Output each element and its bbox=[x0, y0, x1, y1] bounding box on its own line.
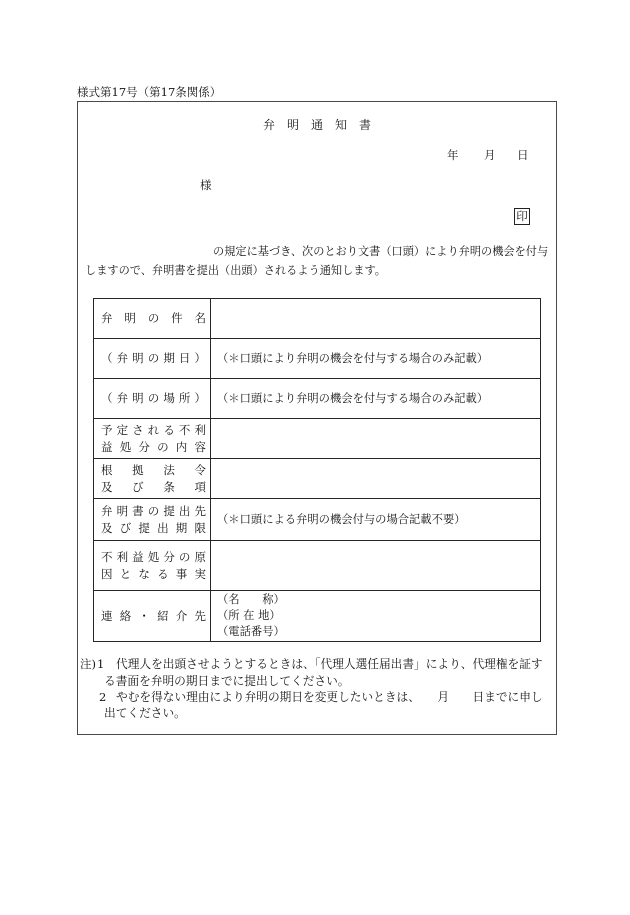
glyph: な bbox=[138, 566, 150, 581]
value-cell-facts bbox=[211, 541, 541, 591]
glyph: る bbox=[157, 566, 169, 581]
glyph: 提 bbox=[163, 503, 175, 518]
glyph: 出 bbox=[157, 520, 169, 535]
glyph: び bbox=[119, 520, 132, 535]
note-line: る書面を弁明の期日までに提出してください。 bbox=[104, 674, 350, 688]
glyph: （ bbox=[101, 391, 113, 405]
glyph: 場 bbox=[163, 391, 175, 405]
glyph: 期 bbox=[163, 351, 175, 365]
glyph: の bbox=[147, 503, 160, 518]
label-cell-facts bbox=[94, 541, 211, 591]
glyph: さ bbox=[132, 422, 144, 437]
note-number: 1 bbox=[97, 657, 105, 671]
glyph: 絡 bbox=[119, 608, 132, 623]
form-frame bbox=[77, 101, 557, 735]
glyph: 明 bbox=[116, 503, 129, 518]
label-text bbox=[101, 390, 206, 407]
value-note: （＊口頭により弁明の機会を付与する場合のみ記載） bbox=[217, 351, 489, 365]
value-cell-legal-basis bbox=[211, 459, 541, 499]
glyph: 利 bbox=[116, 549, 129, 564]
glyph: 因 bbox=[101, 566, 113, 581]
glyph: の bbox=[147, 391, 160, 405]
glyph: 項 bbox=[194, 479, 206, 494]
glyph: れ bbox=[147, 422, 160, 437]
glyph: の bbox=[147, 311, 160, 325]
notes-prefix: 注) bbox=[80, 657, 96, 671]
glyph: 出 bbox=[178, 503, 191, 518]
glyph: 限 bbox=[194, 520, 206, 535]
label-cell-contact bbox=[94, 591, 211, 642]
glyph: 原 bbox=[194, 549, 206, 564]
value-cell-contact bbox=[211, 591, 541, 642]
glyph: 弁 bbox=[263, 118, 276, 132]
label-cell-planned-disposition bbox=[94, 419, 211, 459]
note-line: 出てください。 bbox=[104, 706, 186, 720]
glyph: 分 bbox=[138, 439, 150, 454]
value-cell-planned-disposition bbox=[211, 419, 541, 459]
glyph: 事 bbox=[175, 566, 188, 581]
glyph: び bbox=[132, 479, 144, 494]
document-title bbox=[263, 116, 371, 134]
glyph: の bbox=[147, 351, 160, 365]
glyph: 弁 bbox=[101, 503, 113, 518]
glyph: 名 bbox=[194, 311, 206, 325]
value-cell-matter bbox=[211, 299, 541, 339]
date-day-label: 日 bbox=[517, 148, 529, 162]
glyph: 処 bbox=[147, 549, 160, 564]
label-text bbox=[101, 503, 206, 520]
label-text bbox=[101, 479, 206, 496]
glyph: ） bbox=[194, 391, 206, 405]
label-text bbox=[101, 439, 206, 456]
label-text bbox=[101, 549, 206, 566]
value-cell-place bbox=[211, 379, 541, 419]
glyph: ） bbox=[194, 351, 206, 365]
glyph: 先 bbox=[194, 503, 206, 518]
glyph: 明 bbox=[132, 351, 144, 365]
glyph: 所 bbox=[178, 391, 191, 405]
glyph: 連 bbox=[101, 608, 113, 623]
glyph: 益 bbox=[101, 439, 113, 454]
addressee-honorific: 様 bbox=[200, 178, 212, 192]
glyph: 先 bbox=[194, 608, 206, 623]
glyph: と bbox=[119, 566, 132, 581]
glyph: 条 bbox=[163, 479, 175, 494]
label-text bbox=[101, 608, 206, 625]
label-cell-legal-basis bbox=[94, 459, 211, 499]
label-cell-matter bbox=[94, 299, 211, 339]
glyph: 書 bbox=[132, 503, 144, 518]
date-month-label: 月 bbox=[484, 148, 496, 162]
value-cell-submission bbox=[211, 499, 541, 541]
glyph: ・ bbox=[138, 608, 150, 623]
glyph: 予 bbox=[101, 422, 113, 437]
label-text bbox=[101, 310, 206, 327]
glyph: 益 bbox=[132, 549, 144, 564]
glyph: 弁 bbox=[116, 351, 129, 365]
glyph: の bbox=[178, 549, 191, 564]
glyph: 及 bbox=[101, 479, 113, 494]
glyph: 明 bbox=[286, 118, 299, 132]
glyph: 令 bbox=[194, 462, 206, 477]
intro-line: しますので、弁明書を提出（出頭）されるよう通知します。 bbox=[85, 264, 386, 277]
label-cell-place bbox=[94, 379, 211, 419]
glyph: 根 bbox=[101, 462, 113, 477]
glyph: 実 bbox=[194, 566, 206, 581]
glyph: 不 bbox=[101, 549, 113, 564]
glyph: る bbox=[163, 422, 175, 437]
glyph: 定 bbox=[116, 422, 129, 437]
glyph: 利 bbox=[194, 422, 206, 437]
note-line: やむを得ない理由により弁明の期日を変更したいときは、 月 日までに申し bbox=[116, 690, 543, 704]
glyph: 紹 bbox=[157, 608, 169, 623]
glyph: 法 bbox=[163, 462, 175, 477]
form-number: 様式第17号（第17条関係） bbox=[77, 85, 222, 99]
glyph: 拠 bbox=[132, 462, 144, 477]
glyph: 通 bbox=[310, 118, 323, 132]
label-text bbox=[101, 566, 206, 583]
seal-mark: 印 bbox=[514, 208, 530, 225]
glyph: 弁 bbox=[116, 391, 129, 405]
glyph: 期 bbox=[175, 520, 188, 535]
value-note: （＊口頭により弁明の機会を付与する場合のみ記載） bbox=[217, 391, 489, 405]
glyph: 不 bbox=[178, 422, 191, 437]
glyph: 分 bbox=[163, 549, 175, 564]
value-note: （＊口頭による弁明の機会付与の場合記載不要） bbox=[217, 512, 466, 526]
glyph: の bbox=[157, 439, 169, 454]
label-text bbox=[101, 520, 206, 537]
label-cell-submission bbox=[94, 499, 211, 541]
glyph: 内 bbox=[175, 439, 188, 454]
glyph: 介 bbox=[175, 608, 188, 623]
glyph: 知 bbox=[334, 118, 347, 132]
glyph: （ bbox=[101, 351, 113, 365]
note-line: 代理人を出頭させようとするときは、「代理人選任届出書」により、代理権を証す bbox=[116, 657, 543, 671]
glyph: 書 bbox=[358, 118, 371, 132]
label-text bbox=[101, 422, 206, 439]
glyph: 日 bbox=[178, 351, 191, 365]
glyph: 明 bbox=[124, 311, 136, 325]
contact-address-label: （所 在 地） bbox=[217, 609, 281, 622]
note-number: 2 bbox=[99, 690, 107, 704]
glyph: 処 bbox=[119, 439, 132, 454]
intro-line: の規定に基づき、次のとおり文書（口頭）により弁明の機会を付与 bbox=[213, 245, 549, 258]
glyph: 容 bbox=[194, 439, 206, 454]
contact-phone-label: （電話番号） bbox=[217, 625, 285, 638]
date-year-label: 年 bbox=[447, 148, 459, 162]
glyph: 明 bbox=[132, 391, 144, 405]
glyph: 及 bbox=[101, 520, 113, 535]
label-cell-date bbox=[94, 339, 211, 379]
label-text bbox=[101, 350, 206, 367]
glyph: 弁 bbox=[101, 311, 113, 325]
label-text bbox=[101, 462, 206, 479]
value-cell-date bbox=[211, 339, 541, 379]
notice-table bbox=[93, 298, 541, 642]
glyph: 件 bbox=[171, 311, 183, 325]
glyph: 提 bbox=[138, 520, 150, 535]
contact-name-label: （名 称） bbox=[217, 593, 285, 606]
